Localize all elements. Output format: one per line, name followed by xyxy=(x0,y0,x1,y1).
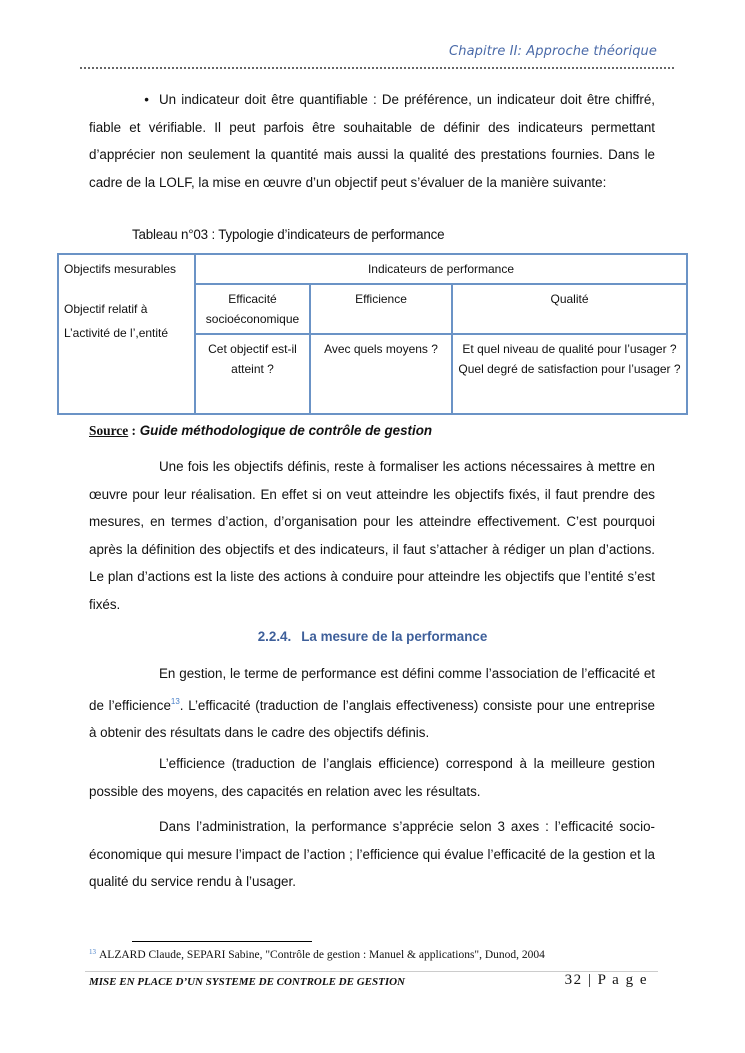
objectives-column-cell: Objectifs mesurables Objectif relatif à L’activité de l’,entité xyxy=(58,254,195,414)
paragraph-bullet-indicator: • Un indicateur doit être quantifiable : De préférence, un indicateur doit être chiffré, fiable et vérifiable. Il peut parfois être souhaitable de définir des indicateurs permettant d’apprécier non seulement la quantité mais aussi la qualité des prestations fournies. Dans le cadre de la LOLF, la mise en œuvre d’un objectif peut s’évaluer de la manière suivante: xyxy=(89,86,655,196)
paragraph-performance-definition: En gestion, le terme de performance est défini comme l’association de l’efficacité et de l’efficience$^{13}$. L’efficacité (traduction de l’anglais effectiveness) consiste pour une entreprise à obtenir des résultats dans le cadre des objectifs définis. xyxy=(89,666,655,740)
subheader-qualite: Qualité xyxy=(452,284,687,334)
section-heading: 2.2.4. La mesure de la performance xyxy=(257,629,488,644)
paragraph-plan-actions: Une fois les objectifs définis, reste à formaliser les actions nécessaires à mettre en œuvre pour leur réalisation. En effet si on veut atteindre les objectifs fixés, il faut prendre des mesures, en termes d’action, d’organisation pour les atteindre effectivement. C’est pourquoi après la définition des objectifs et des indicateurs, il faut s’attacher à rédiger un plan d’actions. Le plan d’actions est la liste des actions à conduire pour atteindre les objectifs que l’entité s’est fixés. xyxy=(89,459,655,612)
subheader-efficacite: Efficacité socioéconomique xyxy=(195,284,310,334)
bullet-icon: • xyxy=(144,92,149,107)
chapter-header: Chapitre II: Approche théorique xyxy=(449,44,657,59)
cell-qualite: Et quel niveau de qualité pour l’usager ? Quel degré de satisfaction pour l’usager ? xyxy=(452,334,687,414)
paragraph-administration: Dans l’administration, la performance s’apprécie selon 3 axes : l’efficacité socio-économique qui mesure l’impact de l’action ; l’efficience qui évalue l’efficacité de la gestion et la qualité du service rendu à l’usager. xyxy=(89,819,655,889)
group-header-indicators: Indicateurs de performance xyxy=(195,254,687,284)
performance-indicators-table xyxy=(57,253,688,415)
cell-efficacite: Cet objectif est-il atteint ? xyxy=(195,334,310,414)
header-dotted-rule xyxy=(80,67,674,69)
table-caption: Tableau n°03 : Typologie d’indicateurs de performance xyxy=(132,227,445,242)
footer-document-title: MISE EN PLACE D’UN SYSTEME DE CONTROLE DE GESTION xyxy=(89,976,405,988)
paragraph-efficience: L’efficience (traduction de l’anglais efficience) correspond à la meilleure gestion possible des moyens, des capacités en relation avec les résultats. xyxy=(89,756,655,799)
footnote: $^{13}$ ALZARD Claude, SEPARI Sabine, "Contrôle de gestion : Manuel & applications", Dunod, 2004 xyxy=(89,948,545,961)
footnote-reference-link[interactable]: 13 xyxy=(170,696,180,706)
subheader-efficience: Efficience xyxy=(310,284,452,334)
table-source: Source : Guide méthodologique de contrôle de gestion xyxy=(89,423,433,438)
footnote-separator xyxy=(132,941,312,942)
page-number: 32 | P a g e xyxy=(564,972,648,988)
cell-efficience: Avec quels moyens ? xyxy=(310,334,452,414)
